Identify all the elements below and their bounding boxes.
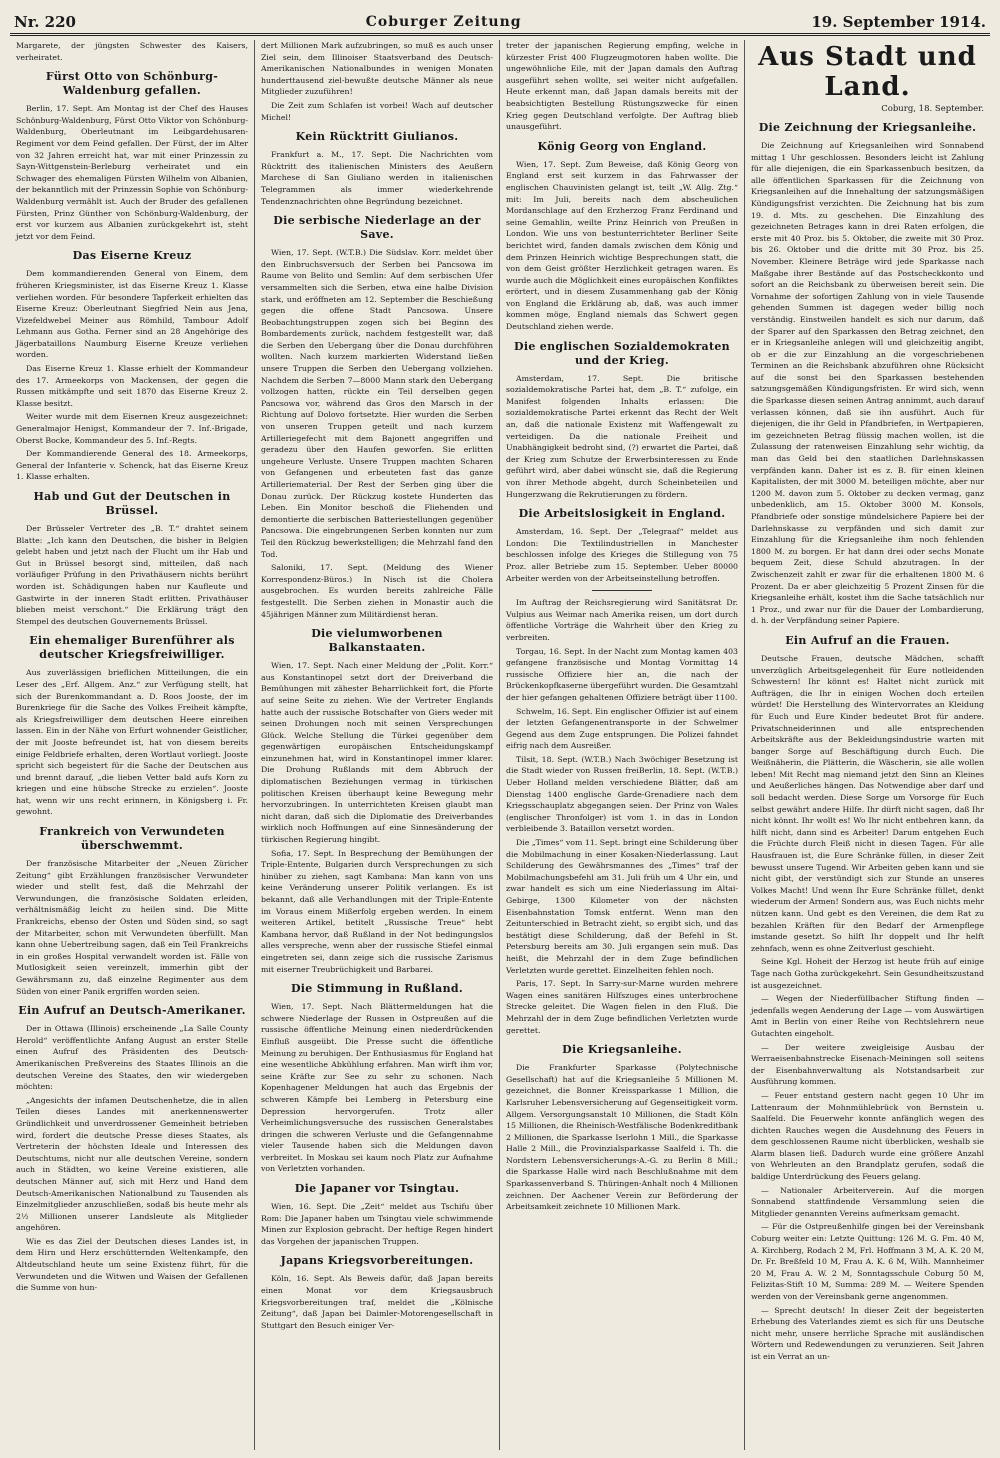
article-text: Wien, 17. Sept. Nach Blättermeldungen hat die schwere Niederlage der Russen in Ostpreußen auf die russische öffentliche Meinung einen niederdrückenden Einfluß ausgeübt. Die Presse sucht die öffentliche Meinung zu beruhigen. Der Enthusiasmus für England hat eine wesentliche Abkühlung erfahren. Man wirft ihm vor, seine Kräfte zur See zu sehr zu schonen. Nach Kopenhagener Meldungen hat auch das Ergebnis der schweren Kämpfe bei Lemberg in Petersburg eine Depression hervorgerufen. Trotz aller Verheimlichungsversuche des russischen Generalstabes dringen die schweren Verluste und die Gefangennahme vieler Tausende haben sich die Meldungen davon verbreitet. In Moskau sei kaum noch Platz zur Aufnahme von Verletzten vorhanden. [261,1002,493,1174]
headline-balkanstaaten: Die vielumworbenen Balkanstaaten. [311,627,443,655]
article-text: Die Zeichnung auf Kriegsanleihen wird Sonnabend mittag 1 Uhr geschlossen. Besonders leicht ist Zahlung für alle diejenigen, die ein Sparkassenbuch besitzen, da alle öffentlichen Sparkassen für die Zeichnung von Kriegsanleihen auf die Innehaltung der satzungsmäßigen Kündigungsfrist verzichten. Die Zeichnung hat bis zum 19. d. Mts. zu geschehen. Die Einzahlung des gezeichneten Betrages kann in drei Raten erfolgen, die erste mit 40 Proz. bis 5. Oktober, die zweite mit 30 Proz. bis 26. Oktober und die dritte mit 30 Proz. bis 25. November. Kleinere Beträge wird jede Sparkasse nach Maßgabe ihrer Bestände auf das Postscheckkonto und sofort an die Reichsbank zu überweisen bereit sein. Die Vornahme der sofortigen Zahlung von in viele Tausende gehenden Summen ist dagegen weder billig noch verständig. Einstweilen handelt es sich nur darum, daß der Sparer auf den Sparkassen den Betrag zeichnet, den er in Kriegsanleihe anlegen will und gleichzeitig angibt, ob er die zur Einzahlung an die vorgeschriebenen Terminen an die Reichsbank abzuführen ohne Rücksicht auf die sonst bei den Sparkassen bestehenden satzungsgemäßen Kündigungsfristen. Er wird sich, wenn die Sparkasse diesen seinen Antrag annimmt, auch darauf verlassen können, daß sie ihn ausführt. Auch für diejenigen, die ihr Geld in Pfandbriefen, in Wertpapieren, im gezeichneten Betrag flüssig machen wollen, ist die Zulassung der ratenweisen Einzahlung sehr wichtig, da man das Geld bei den staatlichen Darlehnskassen verpfänden kann. Daher ist es z. B. für einen kleinen Kapitalisten, der mit 3000 M. beteiligen möchte, aber nur 1200 M. davon zum 5. Oktober zu decken vermag, ganz unbedenklich, am 15. Oktober 3000 M. Konsols, Pfandbriefe oder sonstige mündelsichere Papiere bei der Darlehnskasse zu verpfänden und sich damit zur Einzahlung für die Kriegsanleihe ihm noch fehlenden 1800 M. zu borgen. Er hat dann drei oder sechs Monate bequem Zeit, diese Schuld abzutragen. In der Zwischenzeit zahlt er zwar für die erhaltenen 1800 M. 6 Prozent. Da er aber gleichzeitig 5 Prozent Zinsen für die Kriegsanleihe erhält, kostet ihm die Sache tatsächlich nur 1 Proz., und zwar nur für die Dauer der Lombardierung, d. h. der Verpfändung seiner Papiere. [751,141,984,626]
article-text: — Wegen der Niederfüllbacher Stiftung finden — jedenfalls wegen Aenderung der Lage — vom Auswärtigen Amt in Berlin von einer Reihe von Rechtslehrern neue Gutachten eingeholt. [751,994,984,1038]
newspaper-columns [10,40,990,1450]
article-text: Frankfurt a. M., 17. Sept. Die Nachrichten vom Rücktritt des italienischen Ministers des Aeußern Marchese di San Giuliano werden in italienischen Telegrammen als immer wiederkehrende Tendenznachrichten ohne Begründung bezeichnet. [261,150,493,206]
headline-zeichnung-kriegsanleihe: Die Zeichnung der Kriegsanleihe. [758,121,977,134]
article-text: — Feuer entstand gestern nacht gegen 10 Uhr im Lattenraum der Mohnmühlebrück von Bernstein u. Saalfeld. Die Feuerwehr konnte anfänglich wegen des dichten Rauches wegen die Ausdehnung des Feuers in dem geschlossenen Raume nicht überblicken, weshalb sie Alarm blasen ließ. Dadurch wurde eine größere Anzahl von Wehrleuten an den Brandplatz gerufen, sodaß die baldige Unterdrückung des Feuers gelang. [751,1090,984,1182]
headline-serbische-niederlage: Die serbische Niederlage an der Save. [273,214,481,242]
issue-number: Nr. 220 [14,12,76,31]
column-4 [745,40,990,1450]
article-text: Tilsit, 18. Sept. (W.T.B.) Nach 3wöchiger Besetzung ist die Stadt wieder von Russen freiBerlin, 18. Sept. (W.T.B.) Ueber Holland melden verschiedene Blätter, daß am Dienstag 1400 englische Garde-Grenadiere nach dem Kriegsschauplatz abgegangen seien. Der Prinz von Wales (englischer Thronfolger) ist vom 1. in das in London verbleibende 3. Bataillon versetzt worden. [506,754,738,834]
headline-frankreich: Frankreich von Verwundeten überschwemmt. [39,825,225,853]
newspaper-name: Coburger Zeitung [365,13,522,30]
article-text: Der in Ottawa (Illinois) erscheinende „La Salle County Herold“ veröffentlichte Anfang August an erster Stelle einen Aufruf des Präsidenten des Deutsch-Amerikanischen Preßvereins des Staates Illinois an die deutschen Vereine des Staates, den wir wiedergeben möchten: [16,1024,248,1092]
headline-japans-kriegsvorbereitungen: Japans Kriegsvorbereitungen. [280,1254,474,1268]
article-text: treter der japanischen Regierung empfing, welche in kürzester Frist 400 Flugzeugmotoren haben wollte. Die ungewöhnliche Eile, mit der Japan damals den Auftrag ausgeführt sehen wollte, sei weiter nicht aufgefallen. Heute erkennt man, daß Japan damals bereits mit der beabsichtigten Bestellung Rüstungszwecke für einen Krieg gegen Deutschland verfolgte. Der Auftrag blieb unausgeführt. [506,41,738,132]
headline-kriegsanleihe: Die Kriegsanleihe. [562,1043,682,1057]
article-text: Köln, 16. Sept. Als Beweis dafür, daß Japan bereits einen Monat vor dem Kriegsausbruch Kriegsvorbereitungen traf, meldet die „Kölnische Zeitung“, daß Japan bei Daimler-Motorengesellschaft in Stuttgart den Besuch einiger Ver- [261,1274,493,1330]
article-text: Der französische Mitarbeiter der „Neuen Züricher Zeitung“ gibt Erzählungen französischer Verwundeter wieder und stellt fest, daß die Mehrzahl der Verwundungen, die französische Soldaten erleiden, verhältnismäßig leicht zu heilen sind. Die Mitte Frankreichs, ebenso der Osten und Süden sind, so sagt der Mitarbeiter, schon mit Verwundeten überfüllt. Man kann ohne Uebertreibung sagen, daß ein Teil Frankreichs in ein großes Hospital verwandelt worden ist. Fälle von Mutlosigkeit seien vereinzelt, immerhin gibt der Gewährsmann zu, daß einzelne Regimenter aus dem Süden von einer Panik ergriffen worden seien. [16,859,248,996]
headline-burenfuehrer: Ein ehemaliger Burenführer als deutscher Kriegsfreiwilliger. [29,634,235,662]
article-text: Im Auftrag der Reichsregierung wird Sanitätsrat Dr. Vulpius aus Weimar nach Amerika reisen, um dort durch öffentliche Vorträge die Wahrheit über den Krieg zu verbreiten. [506,598,738,642]
article-text: Deutsche Frauen, deutsche Mädchen, schafft unverzüglich Arbeitsgelegenheit für Eure notleidenden Schwestern! Ihr könnt es! Haltet nicht zurück mit Aufträgen, die Ihr in einigen Wochen doch erteilen würdet! Die Herstellung des Wintervorrates an Kleidung für Euch und Eure Kinder bedeutet Brot für andere. Privatschneiderinnen und alle entsprechenden Arbeitskräfte aus der Bekleidungsindustrie warten mit banger Sorge auf Beschäftigung durch Euch. Die Weißnäherin, die Plätterin, die Wäscherin, sie alle wollen leben! Mit Recht mag niemand jetzt den Sinn an Kleines und Aeußerliches hängen. Das Notwendige aber darf und soll bedacht werden. Diese Sorge um Vorsorge für Euch selbst gewährt andere Hilfe. Ihr dürft nicht sagen, daß Ihr nicht könnt. Ihr wollt es! Wo Ihr nicht entbehren kann, da hilft nicht, dann sind es Arbeiter! Darum entgehen Euch die Früchte durch Fleiß nicht in diesen Tagen. Für alle Hausfrauen ist, die Eure Schränke füllen, in dieser Zeit bewusst unsere Tugend. Wir Arbeiten geben kann und sie nicht gibt, der verstündigt sich zur Stunde an unseres Volkes Macht! Und wenn Ihr Eure Schränke füllet, denkt wiederum der Armen! Sondern aus, was Euch nichts mehr nützen kann. Und gebt es den Vereinen, die dem Rat zu bezahlen Kräften für den Bedarf der Armenpflege imstande gesetzt. So hilft Ihr doppelt und Ihr helft zehnfach, wenn es ohne Zeitverlust geschieht. [751,653,984,953]
article-text: Wien, 17. Sept. Zum Beweise, daß König Georg von England erst seit kurzem in das Fahrwasser der englischen Chauvinisten gelangt ist, teilt „W. Allg. Ztg.“ mit: Im Juli, bereits nach dem abscheulichen Mordanschlage auf den Erzherzog Franz Ferdinand und seine Gemahlin, weilte Prinz Heinrich von Preußen in London. Wie uns von bestunterrichteter Berliner Seite berichtet wird, fanden damals zwischen dem König und dem Prinzen Heinrich wichtige Besprechungen statt, die von dem Geist größter Herzlichkeit getragen waren. Es wurde auch die Möglichkeit eines europäischen Konfliktes erörtert, und in diesem Zusammenhang gab der König von England die Erklärung ab, daß, was auch immer kommen möge, England niemals das Schwert gegen Deutschland ziehen werde. [506,159,738,332]
article-text: Paris, 17. Sept. In Sarry-sur-Marne wurden mehrere Wagen eines sanitären Hilfszuges eines unterbrochene Strecke geleitet. Die Wagen fielen in den Fluß. Die Mehrzahl der in dem Zuge befindlichen Verletzten wurde gerettet. [506,979,738,1035]
article-text: Die Zeit zum Schlafen ist vorbei! Wach auf deutscher Michel! [261,100,493,122]
headline-giuliano: Kein Rücktritt Giulianos. [295,130,459,144]
article-text: Wien, 16. Sept. Die „Zeit“ meldet aus Tschifu über Rom: Die Japaner haben um Tsingtau viele schwimmende Minen zur Explosion gebracht. Der heftige Regen hindert das Vorgehen der japanischen Truppen. [261,1202,493,1246]
column-3 [500,40,745,1450]
article-text: Sofia, 17. Sept. In Besprechung der Bemühungen der Triple-Entente, Bulgarien durch Versprechungen zu sich hinüber zu ziehen, sagt Kambana: Man kann von uns keine Veränderung unserer Politik verlangen. Es ist bekannt, daß alle Verhandlungen mit der Triple-Entente im Voraus einem Mißerfolg ergeben werden. In einem weiteren Artikel, betitelt „Russische Treue“ hebt Kambana hervor, daß Rußland in der Not bedingungslos alles verspreche, wenn aber der russische Stiefel einmal eingetreten sei, dann zeige sich die russische Zarismus mit eiserner Treubrüchigkeit und Barbarei. [261,848,493,974]
dateline: Coburg, 18. September. [881,104,984,114]
issue-date: 19. September 1914. [811,12,986,31]
headline-aufruf-frauen: Ein Aufruf an die Frauen. [785,633,950,647]
article-text: Die „Times“ vom 11. Sept. bringt eine Schilderung über die Mobilmachung in einer Kosaken-Niederlassung. Laut Schilderung des Gewährsmannes des „Times“ traf der Mobilmachungsbefehl am 31. Juli früh um 4 Uhr ein, und zwar handelt es sich um eine Niederlassung im Altai-Gebirge, 1300 Kilometer von der nächsten Eisenbahnstation Tomsk entfernt. Wenn man den Zeitunterschied in Betracht zieht, so ergibt sich, und das bestätigt diese Schilderung, daß der Befehl in St. Petersburg bereits am 30. Juli ergangen sein muß. Das heißt, die Mehrzahl der in dem Zuge befindlichen Verletzten wurde gerettet. Einzelheiten fehlen noch. [506,838,738,975]
article-text: Margarete, der jüngsten Schwester des Kaisers, verheiratet. [16,41,248,62]
article-text: Der Brüsseler Vertreter des „B. T.“ drahtet seinem Blatte: „Ich kann den Deutschen, die bisher in Belgien gelebt haben und jetzt nach der Flucht um ihr Hab und Gut in Brüssel besorgt sind, mitteilen, daß nach vorläufiger Prüfung in den Privathäusern nichts berührt worden ist. Schädigungen haben nur Kaufleute und Gastwirte in der inneren Stadt erlitten. Privathäuser blieben meist verschont.“ Die Erklärung trägt den Stempel des deutschen Gouvernements Brüssel. [16,524,248,626]
article-text: Weiter wurde mit dem Eisernen Kreuz ausgezeichnet: Generalmajor Henigst, Kommandeur der 7. Inf.-Brigade, Oberst Bocke, Kommandeur des 5. Inf.-Regts. [16,412,248,445]
headline-bruessel: Hab und Gut der Deutschen in Brüssel. [33,490,231,517]
headline-stimmung-russland: Die Stimmung in Rußland. [290,982,464,996]
headline-sozialdemokraten: Die englischen Sozialdemokraten und der Krieg. [514,339,730,367]
headline-eisernes-kreuz: Das Eiserne Kreuz [72,249,192,263]
headline-deutsch-amerikaner: Ein Aufruf an Deutsch-Amerikaner. [18,1004,246,1018]
article-text: dert Millionen Mark aufzubringen, so muß es auch unser Ziel sein, dem Illinoiser Staatsverband des Deutsch-Amerikanischen Nationalbundes in wenigen Monaten hunderttausend ziel-bewußte deutsche Männer als neue Mitglieder zuzuführen! [261,41,493,97]
article-text: Der Kommandierende General des 18. Armeekorps, General der Infanterie v. Schenck, hat das Eiserne Kreuz 1. Klasse erhalten. [16,449,248,482]
article-text: Berlin, 17. Sept. Am Montag ist der Chef des Hauses Schönburg-Waldenburg, Fürst Otto Viktor von Schönburg-Waldenburg, Oberleutnant im Leibgardehusaren-Regiment vor dem Feind gefallen. Der Fürst, der im Alter von 32 Jahren erreicht hat, war mit einer Prinzessin zu Sayn-Wittgenstein-Berleburg verheiratet und ein Schwager des ehemaligen Fürsten Wilhelm von Albanien, der bekanntlich mit der Prinzessin Sophie von Schönburg-Waldenburg vermählt ist. Auch der Bruder des gefallenen Fürsten, Prinz Günther von Schönburg-Waldenburg, der erst vor kurzem aus Albanien zurückgekehrt ist, steht jetzt vor dem Feind. [16,104,248,241]
article-text: Saloniki, 17. Sept. (Meldung des Wiener Korrespondenz-Büros.) In Nisch ist die Cholera ausgebrochen. Es wurden bereits zahlreiche Fälle festgestellt. Die Serben ziehen in Monastir auch die 45jährigen Männer zum Militärdienst heran. [261,563,493,619]
article-text: Seine Kgl. Hoheit der Herzog ist heute früh auf einige Tage nach Gotha zurückgekehrt. Sein Gesundheitszustand ist ausgezeichnet. [751,957,984,990]
article-text: Wien, 17. Sept. Nach einer Meldung der „Polit. Korr.“ aus Konstantinopel setzt dort der Dreiverband die Bemühungen mit zähester Beharrlichkeit fort, die Pforte auf seine Seite zu ziehen. Wie der Vertreter Englands hatte auch der russische Botschafter von Giers weder mit seinen Drohungen noch mit seinen Versprechungen Glück. Welche Stellung die Türkei gegenüber dem gegenwärtigen europäischen Entscheidungskampf einzunehmen hat, wird in Konstantinopel immer klarer. Die Drohung Rußlands mit dem Abbruch der diplomatischen Beziehungen vermag in türkischen politischen Kreisen überhaupt keine Bewegung mehr hervorzubringen. In unterrichteten Kreisen glaubt man nicht daran, daß sich die Diplomatie des Dreiverbandes wirklich noch Hoffnungen auf eine Sinnesänderung der türkischen Regierung hingibt. [261,661,493,845]
article-text: Amsterdam, 16. Sept. Der „Telegraaf“ meldet aus London: Die Textilindustriellen in Manchester beschlossen infolge des Krieges die Stillegung von 75 Proz. aller Betriebe zum 15. September. Ueber 80000 Arbeiter werden von der Arbeitseinstellung betroffen. [506,527,738,583]
article-text: Wie es das Ziel der Deutschen dieses Landes ist, in dem Hirn und Herz erschütternden Weltenkampfe, den Altdeutschland heute um seine Existenz führt, für die Verwundeten und die Witwen und Waisen der Gefallenen die Summe von hun- [16,1236,248,1293]
article-text: Das Eiserne Kreuz 1. Klasse erhielt der Kommandeur des 17. Armeekorps von Mackensen, der gegen die Russen mitkämpfte und seit 1870 das Eiserne Kreuz 2. Klasse besitzt. [16,364,248,408]
headline-koenig-georg: König Georg von England. [537,139,707,153]
section-title: Aus Stadt und Land. [758,42,977,102]
headline-tsingtau: Die Japaner vor Tsingtau. [294,1182,460,1196]
headline-schoenburg: Fürst Otto von Schönburg-Waldenburg gefallen. [45,70,219,98]
section-divider [592,590,652,591]
article-text: Die Frankfurter Sparkasse (Polytechnische Gesellschaft) hat auf die Kriegsanleihe 5 Millionen M. gezeichnet, die Bonner Kreissparkasse 1 Million, die Karlsruher Lebensversicherung auf Gegenseitigkeit vorm. Allgem. Versorgungsanstalt 10 Millionen, die Stadt Köln 15 Millionen, die Rheinisch-Westfälische Bodenkreditbank 2 Millionen, die Sparkasse Iserlohn 1 Mill., die Sparkasse Halle 2 Mill., die Provinzialsparkasse Saalfeld i. Th. die Nordstern Lebensversicherungs-A.-G. zu Berlin 8 Mill.; die Sparkasse Halle wird nach Beschlußnahme mit dem Sparkassenverband S. Thüringen-Anhalt noch 4 Millionen zeichnen. Der Aachener Verein zur Beförderung der Arbeitsamkeit zeichnete 10 Millionen Mark. [506,1063,738,1212]
column-2 [255,40,500,1450]
article-text: — Nationaler Arbeiterverein. Auf die morgen Sonnabend stattfindende Versammlung seien die Mitglieder genannten Vereins aufmerksam gemacht. [751,1185,984,1218]
article-text: — Für die Ostpreußenhilfe gingen bei der Vereinsbank Coburg weiter ein: Letzte Quittung: 126 M. G. Fm. 40 M, A. Kirchberg, Rodach 2 M, Frl. Hoffmann 3 M, A. K. 20 M, Dr. Fr. Breßfeld 10 M, Frau A. K. 6 M, Wilh. Mannheimer 20 M, Frau A. W. 2 M, Sonntagsschule Coburg 50 M, Felizitas-Stift 10 M, Summa: 289 M. — Weitere Spenden werden von der Vereinsbank gerne angenommen. [751,1222,984,1301]
article-text: „Angesichts der infamen Deutschenhetze, die in allen Teilen dieses Landes mit anerkennenswerter Gründlichkeit und unverdrossener Gemeinheit betrieben wird, fordert die deutsche Presse dieses Staates, als Vertreterin der höchsten Ideale und Interessen des Deutschtums, nicht nur alle deutschen Vereine, sondern auch in Städten, wo keine Vereine existieren, alle deutschen Männer auf, sich mit Herz und Hand dem Deutsch-Amerikanischen Nationalbund zu Tausenden als Einzelmitglieder anzuschließen, sodaß bis heute mehr als 2½ Millionen unserer Landsleute als Mitglieder angehören. [16,1095,248,1233]
article-text: Amsterdam, 17. Sept. Die britische sozialdemokratische Partei hat, dem „B. T.“ zufolge, ein Manifest folgenden Inhalts erlassen: Die sozialdemokratische Partei erkennt das Recht der Welt an, daß die nationale Existenz mit Waffengewalt zu verteidigen. Da die nationale Freiheit und Unabhängigkeit bedroht sind, (?) erwartet die Partei, daß der Krieg zum Schutze der Erwerbsinteressen zu Ende geführt wird, aber dabei wünscht sie, daß die Regierung von ihrer Methode abgeht, durch Scheinbeteilen und Hungerzwang die Rekrutierungen zu fördern. [506,373,738,499]
article-text: Schwelm, 16. Sept. Ein englischer Offizier ist auf einem der letzten Gefangenentransporte in der Schwelmer Gegend aus dem Zuge entsprungen. Die Polizei fahndet eifrig nach dem Ausreißer. [506,706,738,751]
headline-arbeitslosigkeit: Die Arbeitslosigkeit in England. [518,507,726,521]
article-text: — Der weitere zweigleisige Ausbau der Werraeisenbahnstrecke Eisenach-Meiningen soll seitens der Eisenbahnverwaltung als Notstandsarbeit zur Ausführung kommen. [751,1042,984,1087]
column-1 [10,40,255,1450]
article-text: Aus zuverlässigen brieflichen Mitteilungen, die ein Leser des „Erf. Allgem. Anz.“ zur Verfügung stellt, hat sich der Burenkommandant a. D. Roos Jooste, der im Burenkriege für die Sache des Volkes Freiheit kämpfte, als Kriegsfreiwilliger dem deutschen Heere einreihen lassen. Ein in der Nähe von Erfurt wohnender Geistlicher, der mit Jooste befreundet ist, hat von diesem bereits einige Feldbriefe erhalten, deren Wortlaut vorliegt. Jooste spricht sich begeistert für die Sache der Deutschen aus und brennt darauf, „die lieben Vetter bald aufs Korn zu kriegen und eine hübsche Strecke zu erzielen“. Jooste hat, wenn wir uns recht erinnern, in Königsberg i. Fr. gewohnt. [16,668,248,817]
article-text: Torgau, 16. Sept. In der Nacht zum Montag kamen 403 gefangene französische und Montag Vormittag 14 russische Offiziere hier an, die nach der Brückenkopfkaserne übergeführt wurden. Die Gesamtzahl der hier gefangen gehaltenen Offiziere beträgt über 1100. [506,646,738,702]
article-text: Dem kommandierenden General von Einem, dem früheren Kriegsminister, ist das Eiserne Kreuz 1. Klasse verliehen worden. Für besondere Tapferkeit erhielten das Eiserne Kreuz: Oberleutnant Siegfried Nein aus Jena, Vizefeldwebel Meiner aus Römhild, Tambour Adolf Lehmann aus Gotha. Ferner sind an 28 Angehörige des Jägerbataillons Naumburg Eiserne Kreuze verliehen worden. [16,269,248,360]
masthead [10,10,990,36]
article-text: Wien, 17. Sept. (W.T.B.) Die Südslav. Korr. meldet über den Einbruchsversuch der Serben bei Pancsowa im Raume von Belito und Semlin: Auf dem serbischen Ufer versammelten sich die Serben, etwa eine halbe Division stark, und eröffneten am 12. September die Beschießung gegen die offene Stadt Pancsowa. Unsere Beobachtungstruppen zogen sich bei Beginn des Bombardements zurück, nachdem festgestellt war, daß die Serben den Uebergang über die Donau durchführen wollten. Nach kurzem markierten Widerstand ließen unsere Truppen die Serben den Uebergang vollziehen. Nachdem die Serben 7—8000 Mann stark den Uebergang vollzogen hatten, rückte ein Teil derselben gegen Pancsowa vor, während das Gros den Marsch in der Richtung auf Dolovo fortsetzte. Hier wurden die Serben von unseren Truppen geteilt und nach kurzem Artilleriegefecht mit dem Bajonett angegriffen und geradezu über den Haufen geworfen. Sie erlitten ungeheure Verluste. Unsere Truppen machten Scharen von Gefangenen und erbeuteten fast das ganze Artilleriematerial. Der Rest der Serben ging über die Donau zurück. Der Rückzug kostete Hunderten das Leben. Ein Monitor beschoß die Fliehenden und demontierte die serbischen Batteriestellungen gegenüber Pancsowa. Die eingebrungenen Serben konnten nur zum Teil den Rückzug bewerkstelligen; die Mehrzahl fand den Tod. [261,248,493,559]
article-text: — Sprecht deutsch! In dieser Zeit der begeisterten Erhebung des Vaterlandes ziemt es sich für uns Deutsche nicht mehr, unsere herrliche Sprache mit ausländischen Wörtern und Redewendungen zu verunzieren. Seit Jahren ist ein Verrat an un- [751,1305,984,1361]
